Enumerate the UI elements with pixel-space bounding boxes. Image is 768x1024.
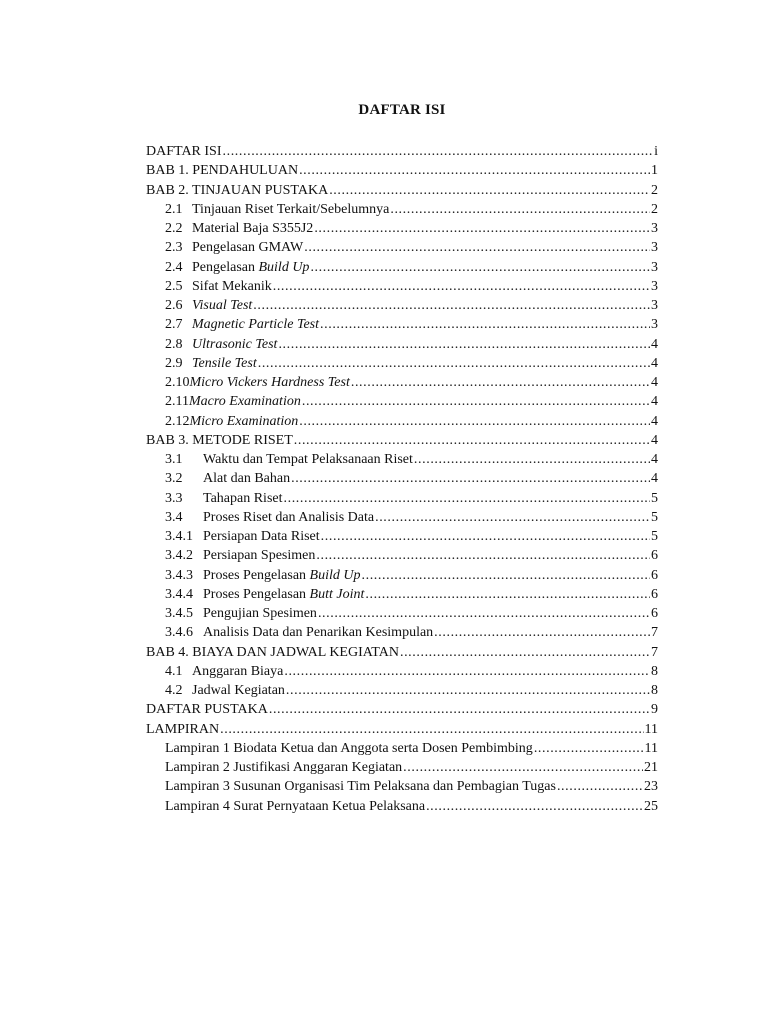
toc-entry-label bbox=[165, 739, 533, 758]
toc-entry[interactable] bbox=[146, 643, 658, 662]
toc-entry-label-part: Tensile Test bbox=[192, 355, 257, 371]
toc-entry-label bbox=[203, 469, 290, 488]
toc-entry-page-number: 7 bbox=[651, 625, 658, 641]
toc-entry-page-number: 4 bbox=[651, 413, 658, 429]
dot-leader bbox=[351, 373, 650, 392]
dot-leader bbox=[314, 219, 650, 238]
toc-entry-label-part: Lampiran 3 Susunan Organisasi Tim Pelaksana dan Pembagian Tugas bbox=[165, 779, 556, 795]
toc-entry[interactable] bbox=[146, 200, 658, 219]
toc-entry-label-part: Jadwal Kegiatan bbox=[192, 683, 285, 698]
toc-entry-label bbox=[146, 431, 293, 450]
dot-leader bbox=[299, 412, 650, 431]
toc-entry-label-part: Waktu dan Tempat Pelaksanaan Riset bbox=[203, 452, 413, 467]
toc-entry-page-number: 4 bbox=[651, 336, 658, 352]
toc-entry-label-part: Proses Riset dan Analisis Data bbox=[203, 509, 375, 525]
toc-entry-label bbox=[203, 623, 433, 642]
toc-entry-label-part: DAFTAR ISI bbox=[146, 144, 222, 159]
toc-entry-number: 2.12 bbox=[165, 413, 190, 429]
toc-entry-label-part: Analisis Data dan Penarikan Kesimpulan bbox=[203, 625, 434, 641]
toc-entry-number: 3.4 bbox=[165, 509, 183, 525]
dot-leader bbox=[284, 489, 651, 508]
toc-entry-label bbox=[165, 758, 402, 777]
toc-entry-label-part: Macro Examination bbox=[188, 394, 301, 410]
toc-entry-page-number: 23 bbox=[644, 779, 658, 795]
toc-entry-label bbox=[189, 392, 301, 411]
dot-leader bbox=[434, 623, 650, 642]
toc-entry-page-number: 4 bbox=[651, 452, 658, 467]
toc-entry-label-part: Alat dan Bahan bbox=[203, 471, 291, 487]
toc-entry-label bbox=[192, 681, 285, 700]
toc-entry-page-number: 3 bbox=[651, 298, 658, 313]
toc-entry-label-part: Material Baja S355J2 bbox=[192, 221, 314, 236]
toc-entry-page-number: 4 bbox=[651, 471, 658, 487]
dot-leader bbox=[362, 566, 651, 585]
toc-entry-number: 4.1 bbox=[165, 663, 183, 679]
dot-leader bbox=[294, 431, 650, 450]
toc-entry[interactable] bbox=[146, 392, 658, 411]
toc-entry[interactable] bbox=[146, 527, 658, 546]
toc-entry-label bbox=[192, 219, 313, 238]
toc-entry-page-number: 4 bbox=[651, 355, 658, 371]
dot-leader bbox=[365, 585, 650, 604]
toc-entry-label bbox=[203, 527, 320, 546]
toc-entry-number: 3.3 bbox=[165, 490, 183, 506]
toc-entry-page-number: 6 bbox=[651, 567, 658, 583]
toc-entry-page-number: 6 bbox=[651, 606, 658, 621]
toc-entry-page-number: 4 bbox=[651, 394, 658, 410]
toc-entry-page-number: 1 bbox=[651, 163, 658, 179]
toc-entry[interactable] bbox=[146, 700, 658, 719]
dot-leader bbox=[302, 392, 650, 411]
toc-entry-number: 2.11 bbox=[165, 394, 189, 410]
toc-entry-label bbox=[192, 354, 257, 373]
toc-entry-page-number: 3 bbox=[651, 317, 658, 333]
toc-entry-label-part: Persiapan Data Riset bbox=[203, 529, 320, 544]
toc-entry-label bbox=[165, 777, 556, 796]
toc-entry-label-part: Micro Vickers Hardness Test bbox=[189, 375, 350, 390]
toc-entry-page-number: 8 bbox=[651, 663, 658, 679]
toc-entry[interactable] bbox=[146, 720, 658, 739]
toc-entry-label bbox=[192, 662, 283, 681]
toc-entry[interactable] bbox=[146, 412, 658, 431]
toc-entry-label bbox=[203, 604, 317, 623]
toc-entry-number: 3.1 bbox=[165, 452, 183, 467]
toc-entry-page-number: 8 bbox=[651, 683, 658, 698]
toc-entry-number: 2.6 bbox=[165, 298, 183, 313]
toc-entry-number: 2.10 bbox=[165, 375, 190, 390]
toc-entry-label bbox=[203, 546, 315, 565]
toc-entry[interactable] bbox=[146, 431, 658, 450]
table-of-contents bbox=[146, 142, 658, 816]
toc-entry-label-part: Build Up bbox=[258, 259, 310, 275]
dot-leader bbox=[320, 315, 650, 334]
toc-entry[interactable] bbox=[146, 681, 658, 700]
toc-entry-label-part: Tahapan Riset bbox=[203, 490, 283, 506]
toc-entry[interactable] bbox=[146, 354, 658, 373]
dot-leader bbox=[329, 181, 650, 200]
toc-entry-number: 3.4.1 bbox=[165, 529, 193, 544]
toc-entry[interactable] bbox=[146, 623, 658, 642]
toc-entry[interactable] bbox=[146, 258, 658, 277]
toc-entry-label-part: Ultrasonic Test bbox=[192, 336, 278, 352]
toc-entry-label bbox=[146, 142, 222, 161]
dot-leader bbox=[258, 354, 650, 373]
toc-entry-page-number: 9 bbox=[651, 702, 658, 718]
dot-leader bbox=[403, 758, 643, 777]
toc-entry-label-part: BAB 3. METODE RISET bbox=[146, 432, 293, 448]
toc-entry-page-number: 6 bbox=[651, 548, 658, 564]
toc-entry[interactable] bbox=[146, 489, 658, 508]
toc-entry-label-part: BAB 1. PENDAHULUAN bbox=[146, 163, 299, 179]
toc-entry-label-part: BAB 4. BIAYA DAN JADWAL KEGIATAN bbox=[146, 644, 399, 660]
toc-entry-label bbox=[203, 566, 361, 585]
toc-entry-page-number: 3 bbox=[651, 278, 658, 294]
toc-entry-label-part: Visual Test bbox=[192, 298, 253, 313]
toc-entry-number: 3.4.2 bbox=[165, 548, 193, 564]
toc-entry-number: 2.7 bbox=[165, 317, 183, 333]
dot-leader bbox=[390, 200, 650, 219]
toc-entry-label bbox=[146, 161, 298, 180]
dot-leader bbox=[220, 720, 643, 739]
dot-leader bbox=[223, 142, 654, 161]
toc-entry-page-number: 2 bbox=[651, 201, 658, 217]
toc-entry-label-part: Anggaran Biaya bbox=[192, 663, 284, 679]
toc-entry-label-part: Butt Joint bbox=[309, 586, 365, 602]
toc-entry-label-part: LAMPIRAN bbox=[146, 721, 220, 737]
toc-entry[interactable] bbox=[146, 277, 658, 296]
toc-entry[interactable] bbox=[146, 219, 658, 238]
toc-entry-page-number: 4 bbox=[651, 432, 658, 448]
toc-entry-label bbox=[192, 315, 319, 334]
toc-entry-label bbox=[192, 296, 252, 315]
toc-entry-number: 2.4 bbox=[165, 259, 183, 275]
toc-entry-number: 3.4.6 bbox=[165, 625, 193, 641]
toc-entry-label bbox=[190, 412, 299, 431]
toc-entry[interactable] bbox=[146, 508, 658, 527]
toc-entry-page-number: 4 bbox=[651, 375, 658, 390]
dot-leader bbox=[273, 277, 650, 296]
toc-entry-page-number: 6 bbox=[651, 586, 658, 602]
toc-entry[interactable] bbox=[146, 777, 658, 796]
toc-entry-number: 3.2 bbox=[165, 471, 183, 487]
toc-entry[interactable] bbox=[146, 450, 658, 469]
toc-entry-page-number: 21 bbox=[644, 760, 658, 775]
toc-entry-number: 2.1 bbox=[165, 201, 183, 217]
toc-entry[interactable] bbox=[146, 296, 658, 315]
toc-entry-label-part: Sifat Mekanik bbox=[192, 278, 272, 294]
page-title: DAFTAR ISI bbox=[358, 102, 446, 118]
toc-entry-page-number: 11 bbox=[644, 740, 658, 756]
toc-entry[interactable] bbox=[146, 373, 658, 392]
toc-entry-page-number: 3 bbox=[651, 259, 658, 275]
toc-entry-page-number: 7 bbox=[651, 644, 658, 660]
dot-leader bbox=[269, 700, 650, 719]
toc-entry-number: 3.4.5 bbox=[165, 606, 193, 621]
toc-entry-page-number: 25 bbox=[644, 798, 658, 814]
toc-entry-label bbox=[192, 258, 309, 277]
toc-entry-label bbox=[146, 643, 399, 662]
toc-entry-label-part: BAB 2. TINJAUAN PUSTAKA bbox=[146, 182, 329, 198]
toc-entry[interactable] bbox=[146, 585, 658, 604]
toc-entry-label bbox=[146, 700, 268, 719]
toc-entry[interactable] bbox=[146, 161, 658, 180]
dot-leader bbox=[375, 508, 650, 527]
toc-entry[interactable] bbox=[146, 238, 658, 257]
dot-leader bbox=[318, 604, 650, 623]
dot-leader bbox=[278, 335, 650, 354]
toc-entry-number: 2.9 bbox=[165, 355, 183, 371]
toc-entry-label bbox=[192, 335, 277, 354]
toc-entry-label bbox=[192, 238, 303, 257]
toc-entry-label bbox=[203, 508, 374, 527]
toc-entry[interactable] bbox=[146, 181, 658, 200]
toc-entry-label-part: DAFTAR PUSTAKA bbox=[146, 702, 268, 718]
toc-entry-label-part: Pengujian Spesimen bbox=[203, 606, 317, 621]
toc-entry[interactable] bbox=[146, 142, 658, 161]
dot-leader bbox=[286, 681, 650, 700]
toc-entry-number: 2.5 bbox=[165, 278, 183, 294]
dot-leader bbox=[304, 238, 650, 257]
toc-entry-label-part: Build Up bbox=[309, 567, 361, 583]
toc-entry-page-number: 5 bbox=[651, 509, 658, 525]
toc-entry[interactable] bbox=[146, 546, 658, 565]
dot-leader bbox=[253, 296, 650, 315]
toc-entry-number: 2.8 bbox=[165, 336, 183, 352]
toc-entry-label-part: Persiapan Spesimen bbox=[203, 548, 316, 564]
dot-leader bbox=[557, 777, 643, 796]
toc-entry-label-part: Micro Examination bbox=[189, 413, 299, 429]
toc-entry[interactable] bbox=[146, 739, 658, 758]
toc-entry[interactable] bbox=[146, 335, 658, 354]
toc-entry-label-part: Lampiran 1 Biodata Ketua dan Anggota serta Dosen Pembimbing bbox=[165, 740, 533, 756]
toc-entry-label-part: Pengelasan bbox=[192, 259, 259, 275]
toc-entry-page-number: 5 bbox=[651, 529, 658, 544]
toc-entry-number: 2.2 bbox=[165, 221, 183, 236]
toc-entry[interactable] bbox=[146, 758, 658, 777]
dot-leader bbox=[310, 258, 650, 277]
toc-entry-number: 3.4.3 bbox=[165, 567, 193, 583]
dot-leader bbox=[414, 450, 650, 469]
toc-entry-label-part: Proses Pengelasan bbox=[203, 567, 310, 583]
dot-leader bbox=[316, 546, 650, 565]
toc-entry-label bbox=[192, 200, 389, 219]
dot-leader bbox=[400, 643, 650, 662]
dot-leader bbox=[426, 797, 643, 816]
dot-leader bbox=[284, 662, 650, 681]
toc-entry-page-number: 11 bbox=[644, 721, 658, 737]
toc-entry-label bbox=[203, 450, 413, 469]
toc-entry-label bbox=[203, 489, 283, 508]
toc-entry-label-part: Proses Pengelasan bbox=[203, 586, 310, 602]
toc-entry-page-number: i bbox=[654, 144, 658, 159]
toc-entry-label-part: Tinjauan Riset Terkait/Sebelumnya bbox=[192, 201, 390, 217]
toc-entry[interactable] bbox=[146, 315, 658, 334]
toc-entry[interactable] bbox=[146, 662, 658, 681]
dot-leader bbox=[299, 161, 650, 180]
dot-leader bbox=[291, 469, 650, 488]
toc-entry-number: 2.3 bbox=[165, 240, 183, 256]
toc-entry-page-number: 5 bbox=[651, 490, 658, 506]
toc-entry-label bbox=[192, 277, 272, 296]
toc-entry[interactable] bbox=[146, 604, 658, 623]
dot-leader bbox=[321, 527, 650, 546]
toc-entry-number: 3.4.4 bbox=[165, 586, 193, 602]
toc-entry[interactable] bbox=[146, 566, 658, 585]
toc-entry-page-number: 3 bbox=[651, 221, 658, 236]
dot-leader bbox=[534, 739, 644, 758]
toc-entry-page-number: 3 bbox=[651, 240, 658, 256]
toc-entry[interactable] bbox=[146, 797, 658, 816]
toc-entry-label-part: Lampiran 2 Justifikasi Anggaran Kegiatan bbox=[165, 760, 403, 775]
toc-entry-page-number: 2 bbox=[651, 182, 658, 198]
toc-entry[interactable] bbox=[146, 469, 658, 488]
toc-entry-label bbox=[146, 181, 328, 200]
toc-entry-label-part: Pengelasan GMAW bbox=[192, 240, 304, 256]
toc-entry-label bbox=[146, 720, 219, 739]
toc-entry-label bbox=[203, 585, 364, 604]
toc-entry-label-part: Lampiran 4 Surat Pernyataan Ketua Pelaksana bbox=[165, 798, 426, 814]
toc-entry-label bbox=[190, 373, 350, 392]
toc-entry-number: 4.2 bbox=[165, 683, 183, 698]
toc-entry-label bbox=[165, 797, 425, 816]
toc-entry-label-part: Magnetic Particle Test bbox=[192, 317, 320, 333]
